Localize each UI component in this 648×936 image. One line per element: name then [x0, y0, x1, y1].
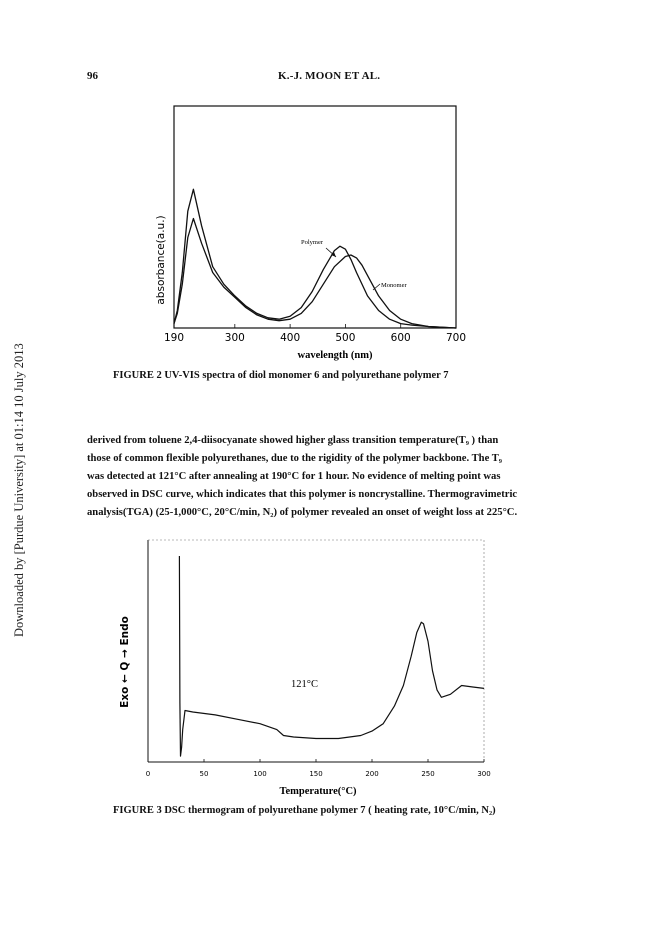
- x-axis-label: wavelength (nm): [297, 350, 373, 361]
- polymer-annotation: Polymer: [301, 239, 324, 246]
- y-axis-label: Exo ← Q → Endo: [119, 616, 131, 708]
- x-tick-label: 100: [253, 770, 267, 778]
- x-tick-label: 50: [199, 770, 209, 778]
- x-tick-label: 0: [145, 770, 151, 778]
- paragraph-line: analysis(TGA) (25-1,000°C, 20°C/min, N₂) of polymer revealed an onset of weight loss at 225°C.: [87, 507, 518, 518]
- x-tick-label: 600: [390, 332, 411, 344]
- paragraph-line: was detected at 121°C after annealing at 190°C for 1 hour. No evidence of melting point was: [87, 471, 501, 482]
- paragraph-line: derived from toluene 2,4-diisocyanate showed higher glass transition temperature(T₉ ) than: [87, 435, 499, 446]
- x-tick-label: 300: [477, 770, 491, 778]
- download-watermark-text: Downloaded by [Purdue University] at 01:14 10 July 2013: [12, 343, 26, 637]
- download-watermark: [2, 297, 26, 637]
- paragraph-line: observed in DSC curve, which indicates that this polymer is noncrystalline. Thermogravimetric: [87, 489, 518, 500]
- monomer-annotation: Monomer: [381, 282, 407, 289]
- tg-annotation: 121°C: [291, 679, 318, 690]
- figure-3-dsc-chart: [118, 536, 498, 798]
- plot-frame: [174, 106, 456, 328]
- x-tick-label: 400: [280, 332, 301, 344]
- body-paragraph: [87, 432, 569, 522]
- series-line-polymer: [174, 189, 456, 328]
- figure-3-caption: FIGURE 3 DSC thermogram of polyurethane polymer 7 ( heating rate, 10°C/min, N₂): [113, 805, 496, 816]
- running-title: K.-J. MOON ET AL.: [278, 70, 381, 82]
- paragraph-line: those of common flexible polyurethanes, due to the rigidity of the polymer backbone. The T₉: [87, 453, 502, 464]
- figure-2-caption: FIGURE 2 UV-VIS spectra of diol monomer 6 and polyurethane polymer 7: [113, 370, 449, 381]
- x-tick-label: 150: [309, 770, 323, 778]
- figure-2-uv-vis-chart: [140, 100, 470, 362]
- page-number: 96: [87, 70, 98, 82]
- y-axis-label: absorbance(a.u.): [155, 215, 167, 305]
- x-tick-label: 700: [445, 332, 467, 344]
- x-axis-label: Temperature(°C): [279, 786, 357, 797]
- x-tick-label: 300: [224, 332, 245, 344]
- x-tick-label: 250: [421, 770, 435, 778]
- x-tick-label: 200: [365, 770, 379, 778]
- series-line-dsc: [179, 556, 484, 756]
- x-tick-label: 500: [335, 332, 356, 344]
- x-tick-label: 190: [163, 332, 185, 344]
